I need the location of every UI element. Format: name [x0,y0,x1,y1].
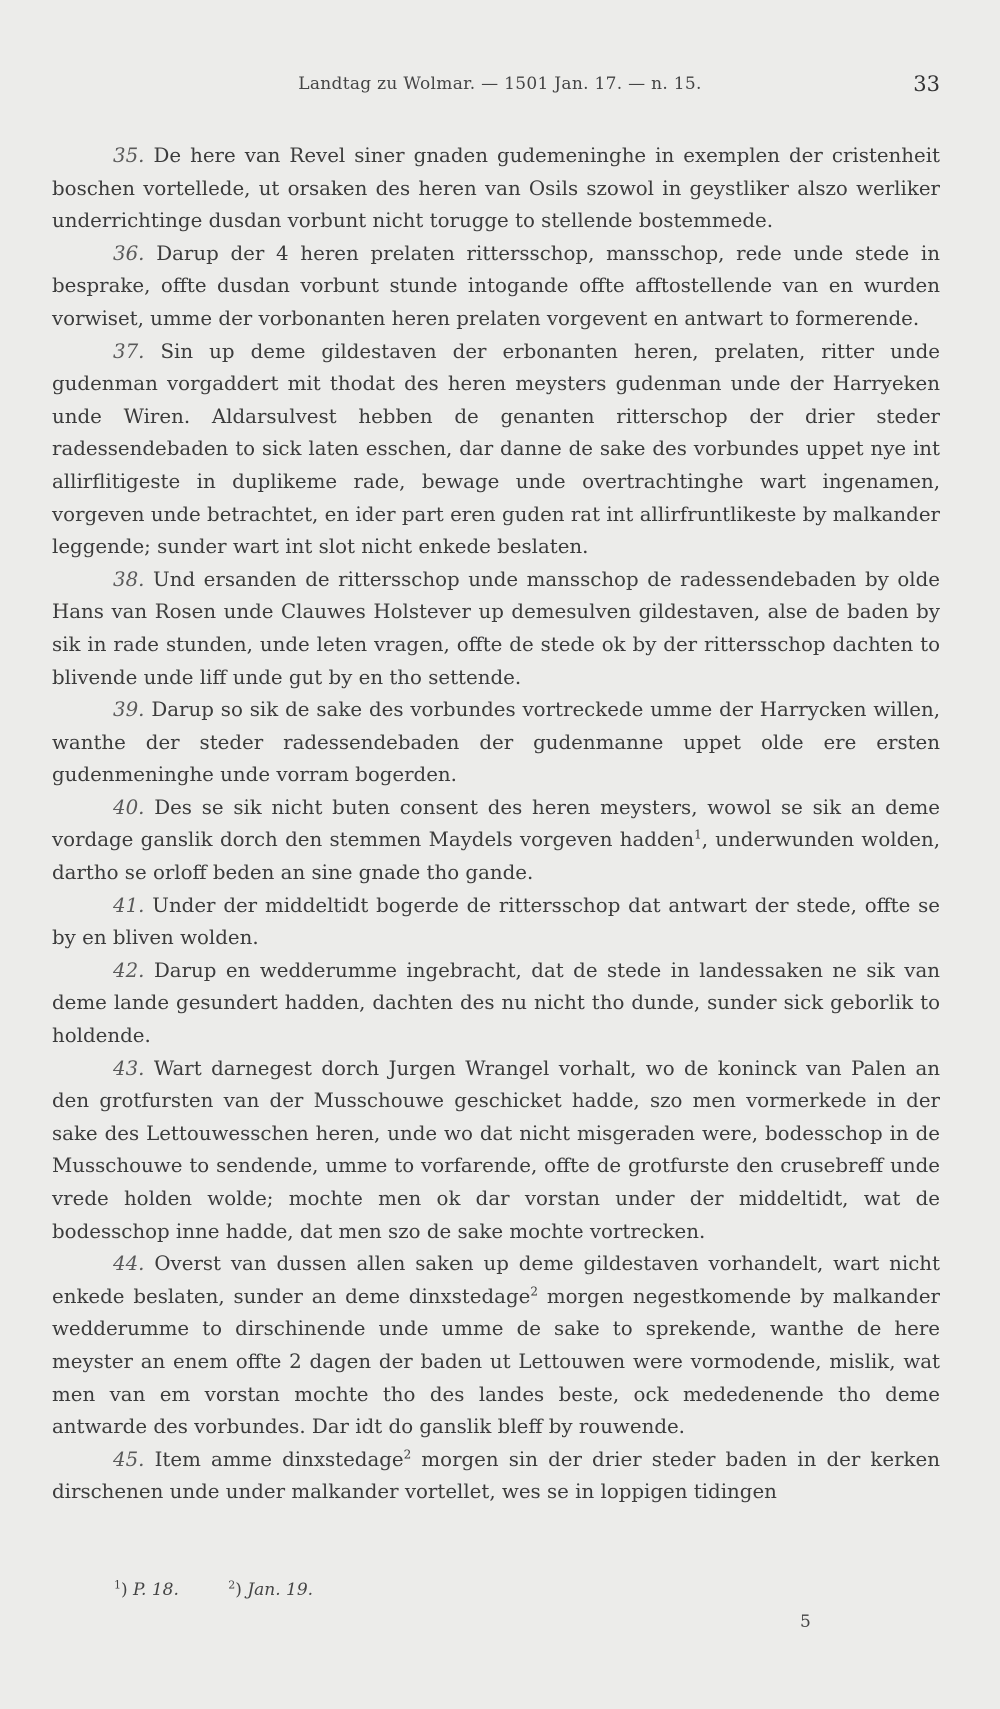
paragraph-number: 39. [113,698,145,722]
footnotes [114,1580,357,1600]
paragraph-42 [52,955,940,1053]
page-number: 33 [913,72,940,96]
paragraph-number: 45. [113,1447,145,1471]
paragraph-text: Darup so sik de sake des vorbundes vortreckede umme der Harrycken willen, wanthe der steder radessendebaden der gudenmanne uppet olde ere ersten gudenmeninghe unde vorram bogerden. [52,698,940,787]
running-head [0,74,1000,104]
footnote-mark: 2 [228,1578,236,1592]
footnote-marker: 2 [530,1284,538,1299]
paragraph-text: Darup der 4 heren prelaten rittersschop, mansschop, rede unde stede in besprake, offte dusdan vorbunt stunde intogande offte afftostellende van en wurden vorwiset, umme der vorbonanten heren prelaten vorgevent en antwart to formerende. [52,241,940,330]
paragraph-text-continued: morgen sin der drier steder baden in der kerken dirschenen unde under malkander vortellet, wes se in loppigen tidingen [52,1447,940,1504]
paragraph-number: 38. [113,567,145,591]
paragraph-text: Under der middeltidt bogerde de rittersschop dat antwart der stede, offte se by en bliven wolden. [52,893,940,950]
paragraph-number: 43. [113,1056,145,1080]
paragraph-37 [52,336,940,564]
paragraph-number: 37. [113,339,145,363]
paragraph-text: Darup en wedderumme ingebracht, dat de stede in landessaken ne sik van deme lande gesundert hadden, dachten des nu nicht tho dunde, sunder sick geborlik to holdende. [52,958,940,1048]
paragraph-44 [52,1248,940,1444]
footnote-ref: P. 18. [133,1580,179,1600]
paragraph-number: 42. [113,958,145,982]
paragraph-number: 41. [113,893,145,917]
paragraph-text: Wart darnegest dorch Jurgen Wrangel vorhalt, wo de koninck van Palen an den grotfursten van der Musschouwe geschicket hadde, szo men vormerkede in der sake des Lettouwesschen heren, unde wo dat nicht misgeraden were, bodesschop in de Musschouwe to sendende, umme to vorfarende, offte de grotfurste den crusebreff unde vrede holden wolde; mochte men ok dar vorstan under der middeltidt, wat de bodesschop inne hadde, dat men szo de sake mochte vortrecken. [52,1056,940,1243]
paragraph-38 [52,564,940,694]
footnote-2: $^2$) Jan. 19. [228,1578,314,1600]
paragraph-text-continued: morgen negestkomende by malkander wedderumme to dirschinende unde umme de sake to sprekende, wanthe de here meyster an enem offte 2 dagen der baden ut Lettouwen were vormodende, mislik, wat men van em vorstan mochte tho des landes beste, ock mededenende tho deme antwarde des vorbundes. Dar idt do ganslik bleff by rouwende. [52,1284,940,1439]
paragraph-text-continued: , underwunden wolden, dartho se orloff beden an sine gnade tho gande. [52,828,940,885]
paragraph-text: Des se sik nicht buten consent des heren meysters, wowol se sik an deme vordage ganslik dorch den stemmen Maydels vorgeven hadden [52,795,940,852]
printer-signature: 5 [800,1612,811,1632]
paragraph-text: De here van Revel siner gnaden gudemeninghe in exemplen der cristenheit boschen vortellede, ut orsaken des heren van Osils szowol in geystliker alszo werliker underrichtinge dusdan vorbunt nicht torugge to stellende bostemmede. [52,144,940,233]
footnote-1: $^1$) P. 18. [114,1578,179,1600]
paragraph-text: Overst van dussen allen saken up deme gildestaven vorhandelt, wart nicht enkede beslaten, sunder an deme dinxstedage [52,1252,940,1308]
footnote-mark: 1 [114,1578,121,1592]
paragraph-number: 35. [113,144,145,167]
paragraph-36 [52,238,940,336]
paragraph-text: Sin up deme gildestaven der erbonanten heren, prelaten, ritter unde gudenman vorgaddert mit thodat des heren meysters gudenman unde der Harryeken unde Wiren. Aldarsulvest hebben de genanten ritterschop der drier steder radessendebaden to sick laten esschen, dar danne de sake des vorbundes uppet nye int allirflitigeste in duplikeme rade, bewage unde overtrachtinghe wart ingenamen, vorgeven unde betrachtet, en ider part eren guden rat int allirfruntlikeste by malkander leggende; sunder wart int slot nicht enkede beslaten. [52,339,940,559]
footnote-marker: 1 [694,827,702,842]
body-text [52,140,940,1509]
paragraph-45 [52,1444,940,1509]
paragraph-text: Item amme dinxstedage [144,1447,404,1471]
paragraph-number: 36. [113,241,145,265]
paragraph-40 [52,792,940,890]
paragraph-text: Und ersanden de rittersschop unde mansschop de radessendebaden by olde Hans van Rosen unde Clauwes Holstever up demesulven gildestaven, alse de baden by sik in rade stunden, unde leten vragen, offte de stede ok by der rittersschop dachten to blivende unde liff unde gut by en tho settende. [52,567,940,689]
paragraph-43 [52,1053,940,1249]
paragraph-35 [52,140,940,238]
paragraph-number: 44. [113,1252,145,1276]
page-title: Landtag zu Wolmar. — 1501 Jan. 17. — n. 15. [298,74,702,94]
paragraph-number: 40. [113,795,145,819]
footnote-marker: 2 [403,1447,412,1462]
paragraph-41 [52,890,940,955]
paragraph-39 [52,694,940,792]
footnote-ref: Jan. 19. [247,1580,314,1600]
